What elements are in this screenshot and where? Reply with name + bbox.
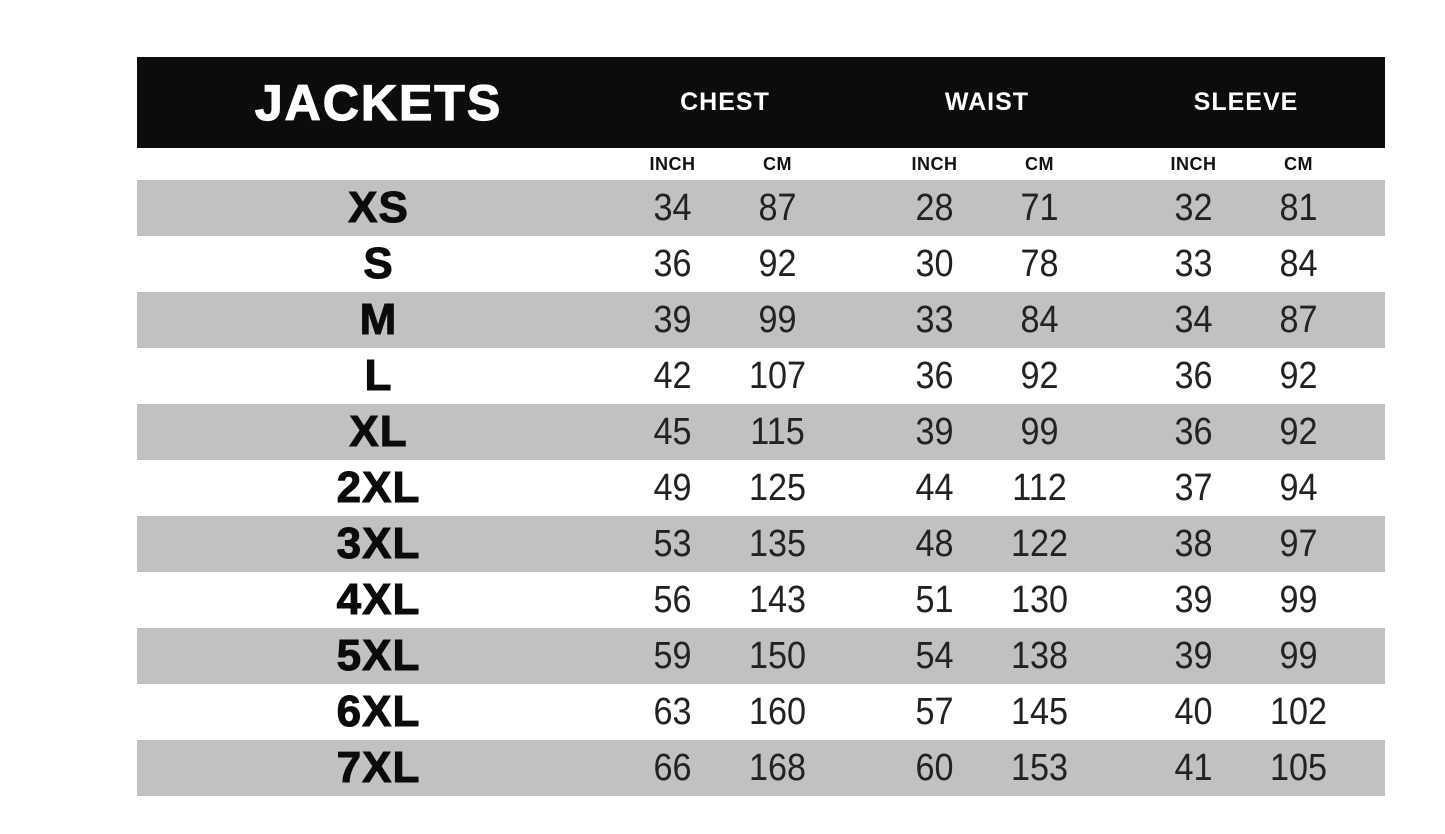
chest-cm-value: 135 bbox=[748, 522, 807, 565]
table-row bbox=[137, 684, 1385, 740]
table-row bbox=[137, 292, 1385, 348]
table-row bbox=[137, 236, 1385, 292]
chest-inch-value: 56 bbox=[653, 578, 692, 621]
sleeve-inch-value: 34 bbox=[1174, 298, 1213, 341]
sleeve-cm-value: 81 bbox=[1279, 186, 1318, 229]
sleeve-cm-value: 94 bbox=[1279, 466, 1318, 509]
size-label: S bbox=[363, 239, 394, 288]
row-spacer bbox=[1092, 180, 1141, 236]
row-spacer bbox=[830, 740, 882, 796]
row-spacer bbox=[830, 180, 882, 236]
sleeve-cm-value: 102 bbox=[1269, 690, 1328, 733]
row-spacer bbox=[1351, 404, 1385, 460]
chest-cm-value: 143 bbox=[748, 578, 807, 621]
jackets-size-table bbox=[137, 57, 1385, 796]
size-label: 2XL bbox=[336, 463, 421, 512]
row-spacer bbox=[1351, 460, 1385, 516]
row-spacer bbox=[830, 684, 882, 740]
sleeve-inch-value: 36 bbox=[1174, 354, 1213, 397]
size-label: 4XL bbox=[336, 575, 421, 624]
row-spacer bbox=[1351, 180, 1385, 236]
sleeve-cm-header: CM bbox=[1284, 153, 1313, 174]
row-spacer bbox=[1092, 460, 1141, 516]
sleeve-inch-value: 32 bbox=[1174, 186, 1213, 229]
sleeve-inch-value: 40 bbox=[1174, 690, 1213, 733]
chest-cm-value: 92 bbox=[758, 242, 797, 285]
waist-inch-value: 57 bbox=[915, 690, 954, 733]
table-row bbox=[137, 348, 1385, 404]
waist-inch-value: 48 bbox=[915, 522, 954, 565]
chest-inch-value: 59 bbox=[653, 634, 692, 677]
size-label: 3XL bbox=[336, 519, 421, 568]
waist-cm-value: 138 bbox=[1010, 634, 1069, 677]
sleeve-cm-value: 99 bbox=[1279, 578, 1318, 621]
chest-inch-value: 53 bbox=[653, 522, 692, 565]
table-row bbox=[137, 180, 1385, 236]
row-spacer bbox=[1092, 404, 1141, 460]
waist-cm-value: 153 bbox=[1010, 746, 1069, 789]
row-spacer bbox=[1351, 684, 1385, 740]
waist-cm-value: 99 bbox=[1020, 410, 1059, 453]
chest-cm-value: 125 bbox=[748, 466, 807, 509]
row-spacer bbox=[1092, 572, 1141, 628]
row-spacer bbox=[830, 572, 882, 628]
table-row bbox=[137, 572, 1385, 628]
row-spacer bbox=[830, 292, 882, 348]
waist-inch-value: 33 bbox=[915, 298, 954, 341]
chest-inch-header: INCH bbox=[649, 153, 696, 174]
table-row bbox=[137, 460, 1385, 516]
row-spacer bbox=[830, 404, 882, 460]
chest-cm-header: CM bbox=[763, 153, 792, 174]
waist-cm-value: 78 bbox=[1020, 242, 1059, 285]
row-spacer bbox=[1351, 292, 1385, 348]
row-spacer bbox=[1092, 348, 1141, 404]
size-label: XL bbox=[349, 407, 408, 456]
sleeve-cm-value: 105 bbox=[1269, 746, 1328, 789]
waist-inch-value: 44 bbox=[915, 466, 954, 509]
table-rows bbox=[137, 180, 1385, 796]
row-spacer bbox=[1092, 236, 1141, 292]
waist-cm-value: 112 bbox=[1012, 466, 1067, 509]
table-row bbox=[137, 740, 1385, 796]
sleeve-cm-value: 92 bbox=[1279, 410, 1318, 453]
row-spacer bbox=[1092, 684, 1141, 740]
waist-inch-value: 54 bbox=[915, 634, 954, 677]
sleeve-inch-value: 41 bbox=[1174, 746, 1213, 789]
size-label: 5XL bbox=[336, 631, 421, 680]
waist-cm-header: CM bbox=[1025, 153, 1054, 174]
row-spacer bbox=[1092, 628, 1141, 684]
waist-cm-value: 71 bbox=[1020, 186, 1059, 229]
row-spacer bbox=[830, 236, 882, 292]
column-group-waist: WAIST bbox=[944, 88, 1030, 116]
sleeve-cm-value: 99 bbox=[1279, 634, 1318, 677]
sleeve-inch-value: 33 bbox=[1174, 242, 1213, 285]
size-label: XS bbox=[348, 183, 409, 232]
row-spacer bbox=[1092, 516, 1141, 572]
chest-inch-value: 66 bbox=[653, 746, 692, 789]
sleeve-cm-value: 92 bbox=[1279, 354, 1318, 397]
size-label: 7XL bbox=[336, 743, 421, 792]
sleeve-inch-value: 39 bbox=[1174, 578, 1213, 621]
row-spacer bbox=[1351, 348, 1385, 404]
sleeve-inch-value: 39 bbox=[1174, 634, 1213, 677]
row-spacer bbox=[1351, 740, 1385, 796]
size-label: L bbox=[364, 351, 393, 400]
chest-cm-value: 87 bbox=[758, 186, 797, 229]
column-group-chest: CHEST bbox=[680, 88, 770, 116]
unit-header-row bbox=[137, 148, 1385, 180]
row-spacer bbox=[1351, 572, 1385, 628]
waist-cm-value: 130 bbox=[1010, 578, 1069, 621]
chest-inch-value: 36 bbox=[653, 242, 692, 285]
row-spacer bbox=[1092, 740, 1141, 796]
chest-cm-value: 115 bbox=[750, 410, 805, 453]
chest-cm-value: 160 bbox=[748, 690, 807, 733]
waist-inch-header: INCH bbox=[911, 153, 958, 174]
waist-inch-value: 28 bbox=[915, 186, 954, 229]
row-spacer bbox=[1351, 236, 1385, 292]
table-header-bar bbox=[137, 57, 1385, 148]
row-spacer bbox=[1351, 516, 1385, 572]
size-label: 6XL bbox=[336, 687, 421, 736]
table-row bbox=[137, 516, 1385, 572]
sleeve-inch-value: 37 bbox=[1174, 466, 1213, 509]
chest-inch-value: 45 bbox=[653, 410, 692, 453]
sleeve-cm-value: 87 bbox=[1279, 298, 1318, 341]
row-spacer bbox=[1351, 628, 1385, 684]
chest-inch-value: 49 bbox=[653, 466, 692, 509]
chest-inch-value: 63 bbox=[653, 690, 692, 733]
row-spacer bbox=[830, 516, 882, 572]
chest-cm-value: 150 bbox=[748, 634, 807, 677]
row-spacer bbox=[1092, 292, 1141, 348]
sleeve-cm-value: 97 bbox=[1279, 522, 1318, 565]
table-title: JACKETS bbox=[254, 74, 503, 131]
sleeve-cm-value: 84 bbox=[1279, 242, 1318, 285]
chest-inch-value: 34 bbox=[653, 186, 692, 229]
sleeve-inch-value: 36 bbox=[1174, 410, 1213, 453]
waist-cm-value: 122 bbox=[1010, 522, 1069, 565]
waist-inch-value: 39 bbox=[915, 410, 954, 453]
waist-inch-value: 51 bbox=[915, 578, 954, 621]
row-spacer bbox=[830, 460, 882, 516]
row-spacer bbox=[830, 348, 882, 404]
table-row bbox=[137, 628, 1385, 684]
chest-cm-value: 107 bbox=[748, 354, 807, 397]
chest-cm-value: 99 bbox=[758, 298, 797, 341]
column-group-sleeve: SLEEVE bbox=[1193, 88, 1299, 116]
size-label: M bbox=[359, 295, 398, 344]
sleeve-inch-value: 38 bbox=[1174, 522, 1213, 565]
waist-cm-value: 145 bbox=[1010, 690, 1069, 733]
waist-inch-value: 30 bbox=[915, 242, 954, 285]
chest-cm-value: 168 bbox=[748, 746, 807, 789]
row-spacer bbox=[830, 628, 882, 684]
waist-inch-value: 36 bbox=[915, 354, 954, 397]
chest-inch-value: 39 bbox=[653, 298, 692, 341]
sleeve-inch-header: INCH bbox=[1170, 153, 1217, 174]
table-row bbox=[137, 404, 1385, 460]
chest-inch-value: 42 bbox=[653, 354, 692, 397]
waist-cm-value: 84 bbox=[1020, 298, 1059, 341]
waist-inch-value: 60 bbox=[915, 746, 954, 789]
waist-cm-value: 92 bbox=[1020, 354, 1059, 397]
